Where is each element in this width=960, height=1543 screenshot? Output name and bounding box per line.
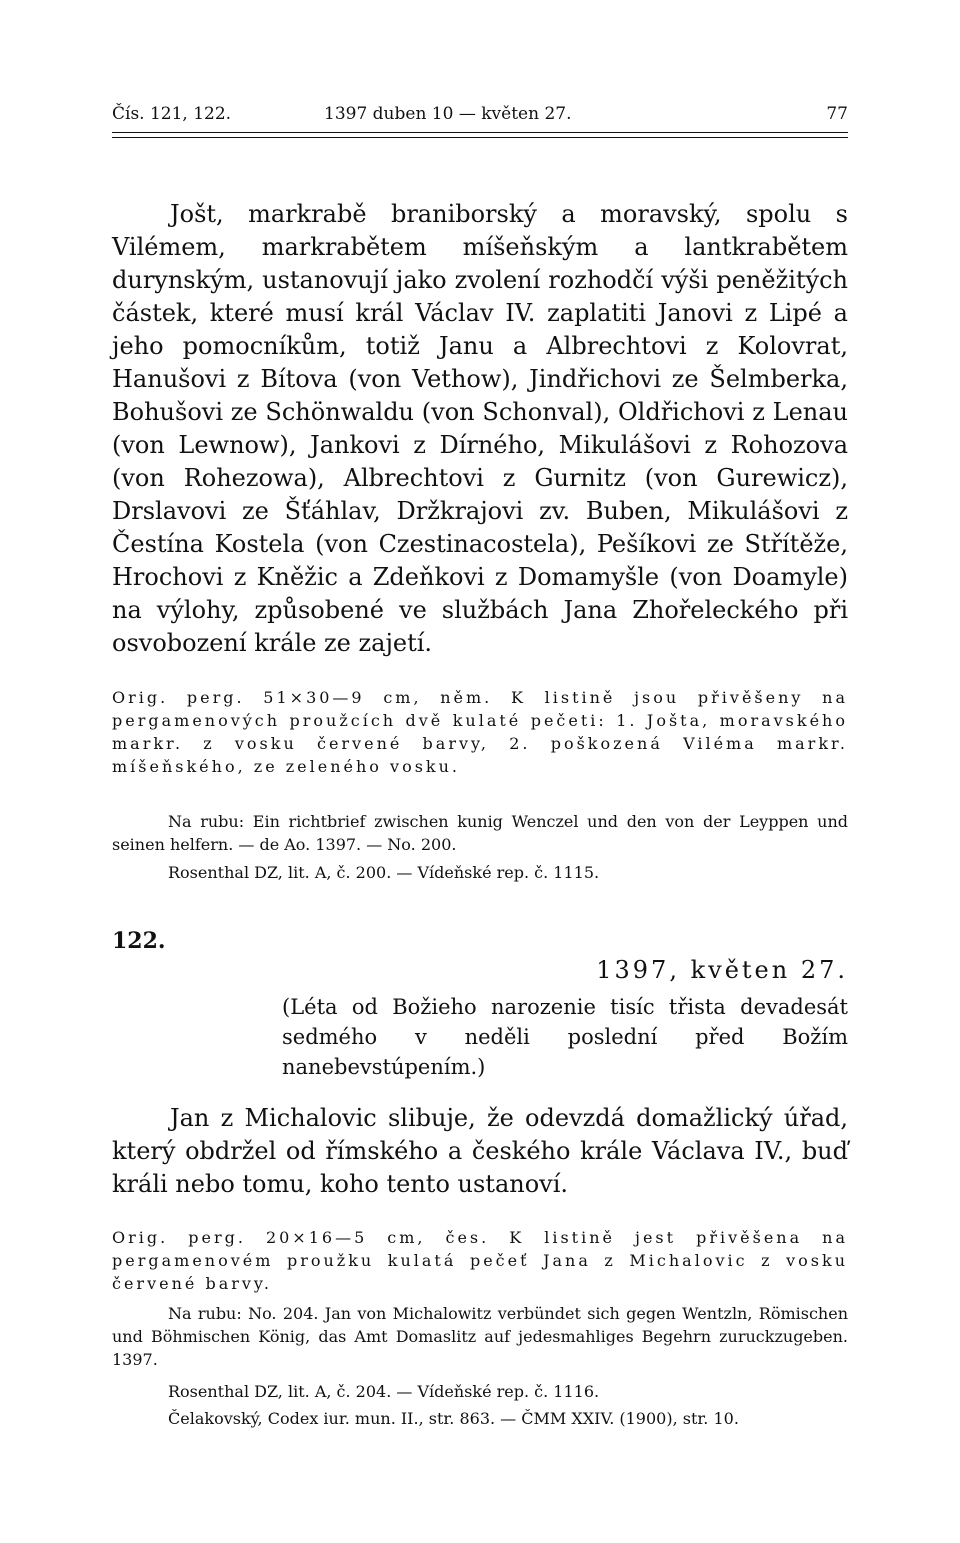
header-rule-top [112, 132, 848, 133]
doc121-dorsal-note: Na rubu: Ein richtbrief zwischen kunig Wenczel und den von der Leyppen und seinen helfern. — de Ao. 1397. — No. 200. [112, 812, 848, 854]
header-rule-bottom [112, 137, 848, 138]
doc122-regest: Jan z Michalovic slibuje, že odevzdá domažlický úřad, který obdržel od římského a českého krále Václava IV., buď králi nebo tomu, koho tento ustanoví. [112, 1104, 848, 1198]
doc122-references: Rosenthal DZ, lit. A, č. 204. — Vídeňské rep. č. 1116. [168, 1382, 600, 1401]
page-number: 77 [826, 104, 848, 124]
doc122-dating-formula: (Léta od Božieho narozenie tisíc třista devadesát sedmého v neděli poslední před Božím nanebevstúpením.) [282, 995, 848, 1079]
header-document-numbers: Čís. 121, 122. [112, 104, 232, 124]
doc121-references: Rosenthal DZ, lit. A, č. 200. — Vídeňské rep. č. 1115. [168, 863, 600, 882]
doc122-dorsal-note: Na rubu: No. 204. Jan von Michalowitz verbündet sich gegen Wentzln, Römischen und Böhmischen König, das Amt Domaslitz auf jedesmahliges Begehrn zuruckzugeben. 1397. [112, 1304, 848, 1369]
doc121-original-description: Orig. perg. 51×30—9 cm, něm. K listině jsou přivěšeny na pergamenových proužcích dvě kulaté pečeti: 1. Jošta, moravského markr. z vosku červené barvy, 2. poškozená Viléma markr. míšeňského, ze zeleného vosku. [112, 688, 848, 776]
doc122-number: 122. [112, 928, 166, 954]
doc122-date: 1397, květen 27. [596, 956, 848, 984]
doc122-original-description: Orig. perg. 20×16—5 cm, čes. K listině jest přivěšena na pergamenovém proužku kulatá pečeť Jana z Michalovic z vosku červené barvy. [112, 1228, 848, 1293]
doc122-literature: Čelakovský, Codex iur. mun. II., str. 863. — ČMM XXIV. (1900), str. 10. [168, 1409, 739, 1428]
header-date-range: 1397 duben 10 — květen 27. [324, 104, 572, 124]
doc121-regest: Jošt, markrabě braniborský a moravský, spolu s Vilémem, markrabětem míšeňským a lantkrabětem durynským, ustanovují jako zvolení rozhodčí výši peněžitých částek, které musí král Václav IV. zaplatiti Janovi z Lipé a jeho pomocníkům, totiž Janu a Albrechtovi z Kolovrat, Hanušovi z Bítova (von Vethow), Jindřichovi ze Šelmberka, Bohušovi ze Schönwaldu (von Schonval), Oldřichovi z Lenau (von Lewnow), Jankovi z Dírného, Mikulášovi z Rohozova (von Rohezowa), Albrechtovi z Gurnitz (von Gurewicz), Drslavovi ze Šťáhlav, Držkrajovi zv. Buben, Mikulášovi z Čestína Kostela (von Czestinacostela), Pešíkovi ze Střítěže, Hrochovi z Kněžic a Zdeňkovi z Domamyšle (von Doamyle) na výlohy, způsobené ve službách Jana Zhořeleckého při osvobození krále ze zajetí. [112, 200, 848, 657]
